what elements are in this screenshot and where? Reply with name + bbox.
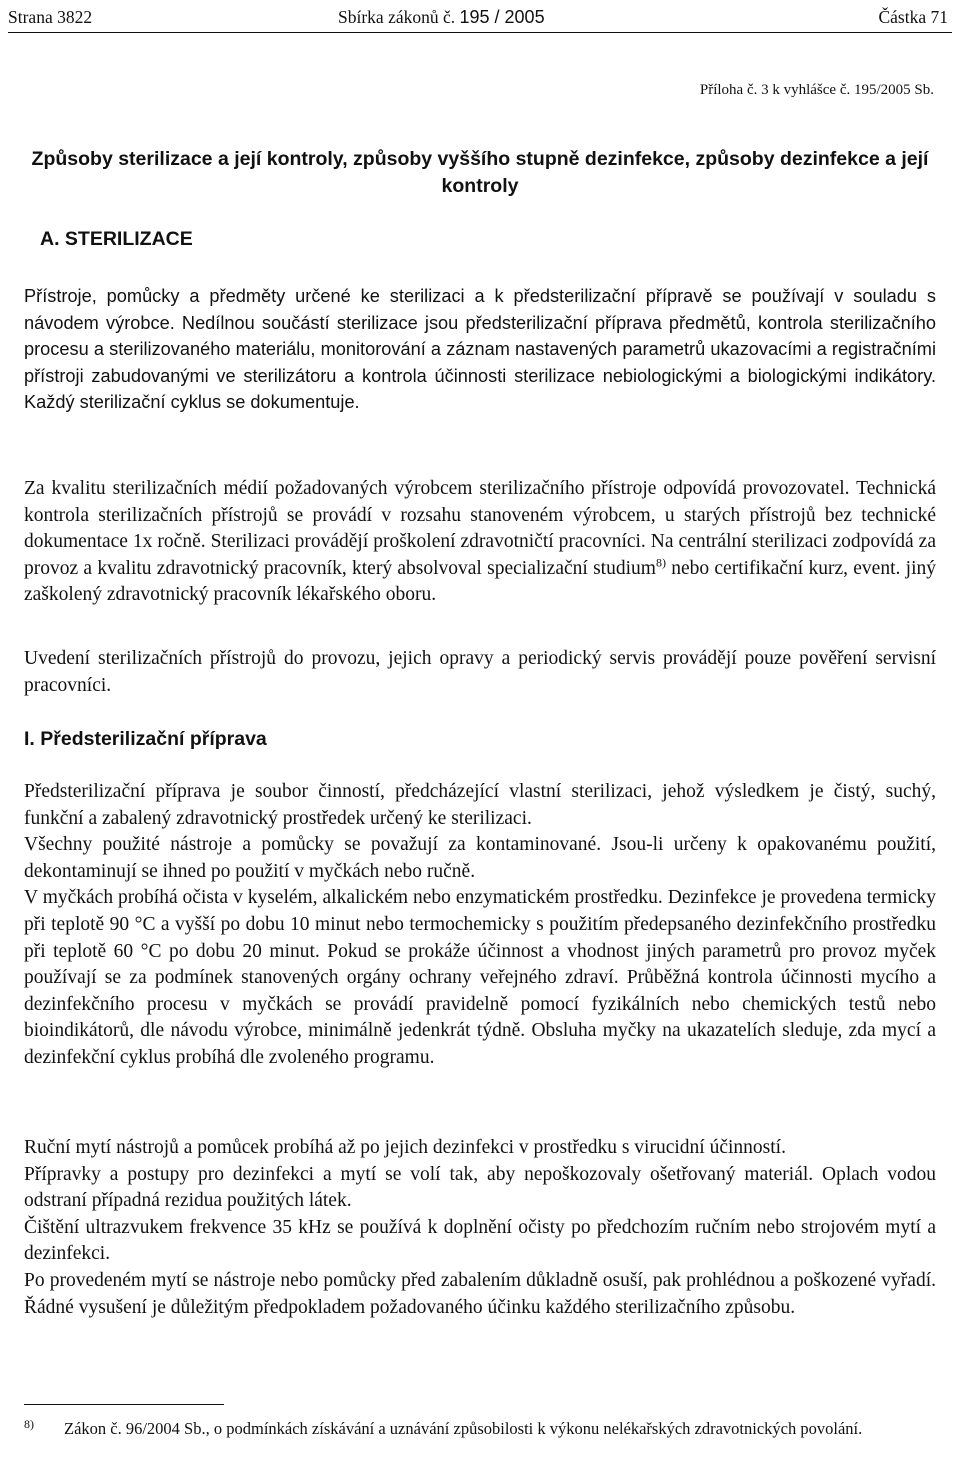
pre-paragraph-1: Předsterilizační příprava je soubor činností, předcházející vlastní sterilizaci, jehož výsledkem je čistý, suchý, funkční a zabalený zdravotnický prostředek určený ke sterilizaci. — [24, 781, 936, 829]
presterilization-block — [24, 779, 936, 1072]
header-rule — [8, 32, 952, 33]
commission-block — [24, 646, 936, 699]
running-head — [8, 4, 948, 30]
quality-block — [24, 476, 936, 609]
collection-prefix: Sbírka zákonů č. — [338, 7, 456, 27]
annex-reference: Příloha č. 3 k vyhlášce č. 195/2005 Sb. — [699, 82, 934, 98]
part-number: Částka 71 — [878, 7, 948, 27]
manual-washing-block — [24, 1135, 936, 1321]
manual-paragraph-4: Po provedeném mytí se nástroje nebo pomůcky před zabalením důkladně osuší, pak prohlédnou a poškozené vyřadí. Řádné vysušení je důležitým předpokladem požadovaného účinku každého sterilizačního způsobu. — [24, 1269, 936, 1318]
section-heading-i: I. Předsterilizační příprava — [24, 728, 267, 750]
footnote-mark: 8) — [24, 1417, 34, 1431]
document-title: Způsoby sterilizace a její kontroly, způsoby vyššího stupně dezinfekce, způsoby dezinfekce a její kontroly — [31, 148, 929, 197]
intro-block — [24, 283, 936, 416]
intro-paragraph — [24, 283, 936, 416]
intro-text: Přístroje, pomůcky a předměty určené ke sterilizaci a k předsterilizační přípravě se používají v souladu s návodem výrobce. Nedílnou součástí sterilizace jsou předsterilizační příprava předmětů, kontrola sterilizačního procesu a sterilizovaného materiálu, monitorování a záznam nastavených parametrů ukazovacími a registračními přístroji zabudovanými ve sterilizátoru a kontrola účinnosti sterilizace nebiologickými a biologickými indikátory. Každý sterilizační cyklus se dokumentuje. — [24, 286, 936, 413]
manual-paragraph-3: Čištění ultrazvukem frekvence 35 kHz se používá k doplnění očisty po předchozím ručním nebo strojovém mytí a dezinfekci. — [24, 1216, 936, 1265]
collection-number: 195 / 2005 — [459, 7, 545, 27]
page-number: Strana 3822 — [8, 7, 93, 27]
quality-paragraph — [24, 476, 936, 609]
footnote-reference: 8) — [655, 555, 666, 570]
pre-paragraph-2: Všechny použité nástroje a pomůcky se považují za kontaminované. Jsou-li určeny k opakovanému použití, dekontaminují se ihned po použití v myčkách nebo ručně. — [24, 834, 936, 882]
section-heading-a: A. STERILIZACE — [40, 228, 193, 250]
manual-paragraph-2: Přípravky a postupy pro dezinfekci a mytí se volí tak, aby nepoškozovaly ošetřovaný materiál. Oplach vodou odstraní případná rezidua použitých látek. — [24, 1163, 936, 1212]
footnote-rule — [24, 1404, 224, 1405]
pre-paragraph-3: V myčkách probíhá očista v kyselém, alkalickém nebo enzymatickém prostředku. Dezinfekce je provedena termicky při teplotě 90 °C a vyšší po dobu 10 minut nebo termochemicky s použitím předepsaného dezinfekčního prostředku při teplotě 60 °C po dobu 20 minut. Pokud se prokáže účinnost a vhodnost jiných parametrů pro provoz myček používají se za podmínek stanovených orgány ochrany veřejného zdraví. Průběžná kontrola účinnosti mycího a dezinfekčního procesu v myčkách se provádí pravidelně pomocí fyzikálních nebo chemických testů nebo bioindikátorů, dle návodu výrobce, minimálně jedenkrát týdně. Obsluha myčky na ukazatelích sleduje, zda mycí a dezinfekční cyklus probíhá dle zvoleného programu. — [24, 887, 936, 1068]
footnote-text: Zákon č. 96/2004 Sb., o podmínkách získávání a uznávání způsobilosti k výkonu nelékařských zdravotnických povolání. — [64, 1419, 863, 1438]
quality-text: Za kvalitu sterilizačních médií požadovaných výrobcem sterilizačního přístroje odpovídá provozovatel. Technická kontrola sterilizačních přístrojů se provádí v rozsahu stanoveném výrobcem, u starých přístrojů bez technické dokumentace 1x ročně. Sterilizaci provádějí proškolení zdravotničtí pracovníci. Na centrální sterilizaci zodpovídá za provoz a kvalitu zdravotnický pracovník, který absolvoval specializační studium — [24, 478, 936, 579]
manual-paragraph-1: Ruční mytí nástrojů a pomůcek probíhá až po jejich dezinfekci v prostředku s virucidní účinností. — [24, 1137, 786, 1158]
commission-paragraph: Uvedení sterilizačních přístrojů do provozu, jejich opravy a periodický servis provádějí pouze pověření servisní pracovníci. — [24, 648, 936, 696]
quality-text-end: nebo certifikační kurz, event. jiný zaškolený zdravotnický pracovník lékařského oboru. — [24, 557, 936, 606]
collection-reference — [338, 4, 545, 30]
